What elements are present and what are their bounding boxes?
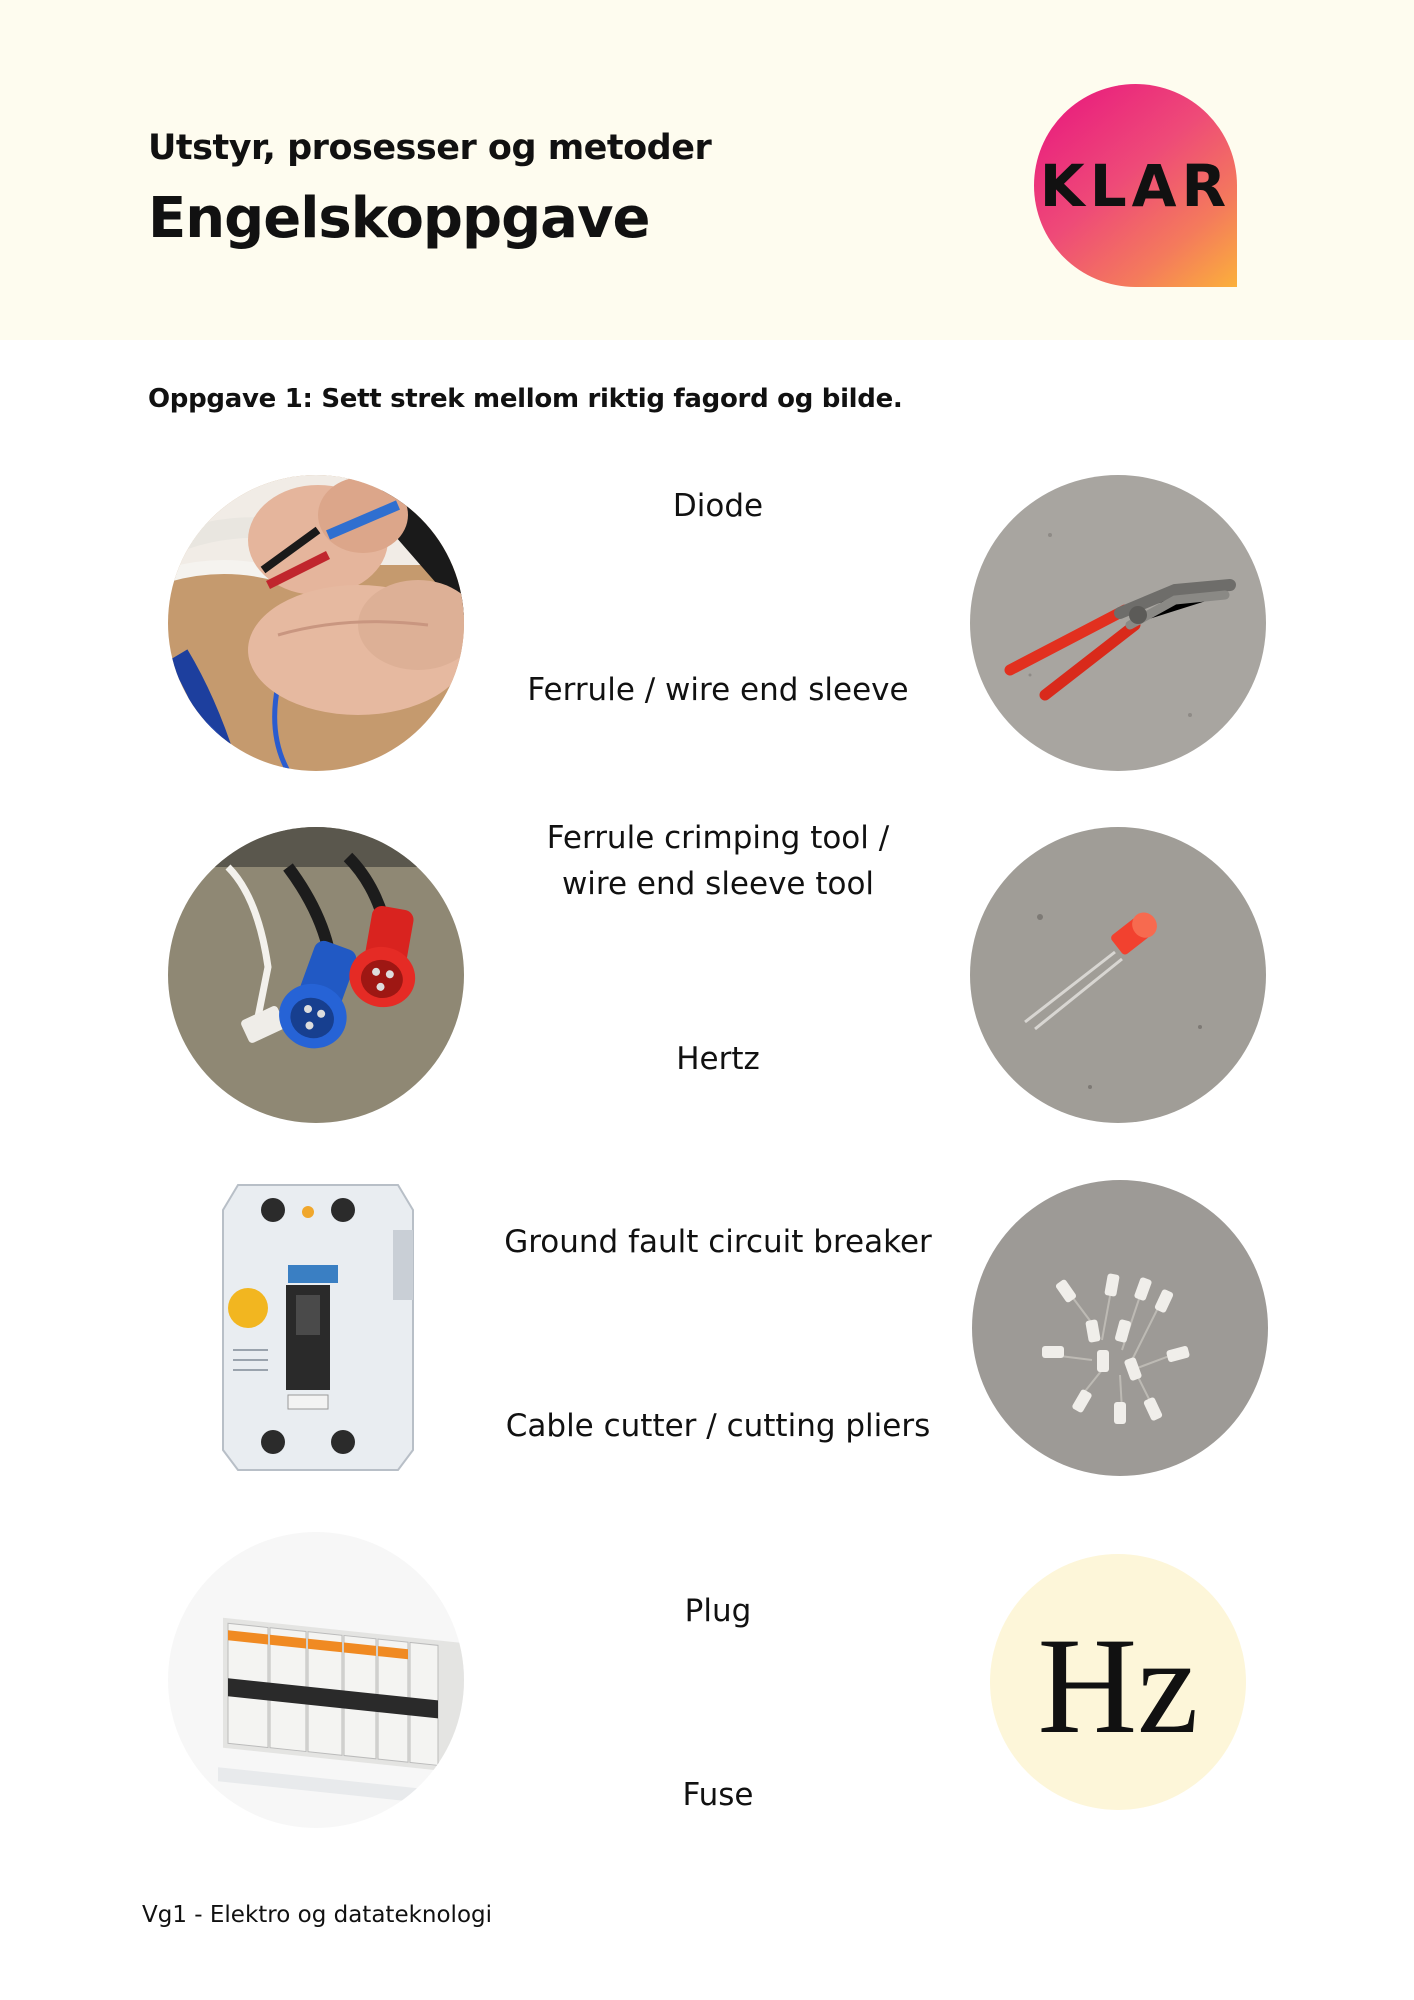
term-ferrule xyxy=(470,667,966,713)
page-subtitle: Utstyr, prosesser og metoder xyxy=(148,128,712,168)
hertz-symbol xyxy=(990,1554,1246,1810)
term-line: Cable cutter / cutting pliers xyxy=(505,1408,931,1444)
term-line: Ferrule crimping tool / xyxy=(546,820,890,856)
photo-diode xyxy=(970,827,1266,1123)
header-banner xyxy=(0,0,1414,340)
term-line: wire end sleeve tool xyxy=(561,866,875,902)
term-line: Ground fault circuit breaker xyxy=(504,1224,932,1260)
footer-text: Vg1 - Elektro og datateknologi xyxy=(142,1902,493,1928)
task-instruction: Oppgave 1: Sett strek mellom riktig fagord og bilde. xyxy=(148,384,903,414)
term-cable-cutter xyxy=(470,1403,966,1449)
term-hertz xyxy=(470,1036,966,1082)
logo-text: KLAR xyxy=(1039,151,1232,220)
term-fuse xyxy=(470,1772,966,1818)
photo-crimping-hands xyxy=(168,475,464,771)
photo-plugs xyxy=(168,827,464,1123)
term-ferrule-crimping-tool xyxy=(470,815,966,907)
term-line: Hertz xyxy=(676,1041,760,1077)
term-plug xyxy=(470,1588,966,1634)
photo-ground-fault-breaker xyxy=(168,1180,464,1476)
term-line: Diode xyxy=(672,488,764,524)
term-line: Fuse xyxy=(682,1777,754,1813)
term-diode xyxy=(470,483,966,529)
photo-fuse-panel xyxy=(168,1532,464,1828)
klar-logo xyxy=(1034,84,1237,287)
hz-text: Hz xyxy=(1037,1608,1199,1762)
term-line: Ferrule / wire end sleeve xyxy=(527,672,909,708)
term-line: Plug xyxy=(684,1593,752,1629)
term-ground-fault-breaker xyxy=(470,1219,966,1265)
page-title: Engelskoppgave xyxy=(148,186,650,251)
photo-ferrules xyxy=(972,1180,1268,1476)
photo-cutting-pliers xyxy=(970,475,1266,771)
